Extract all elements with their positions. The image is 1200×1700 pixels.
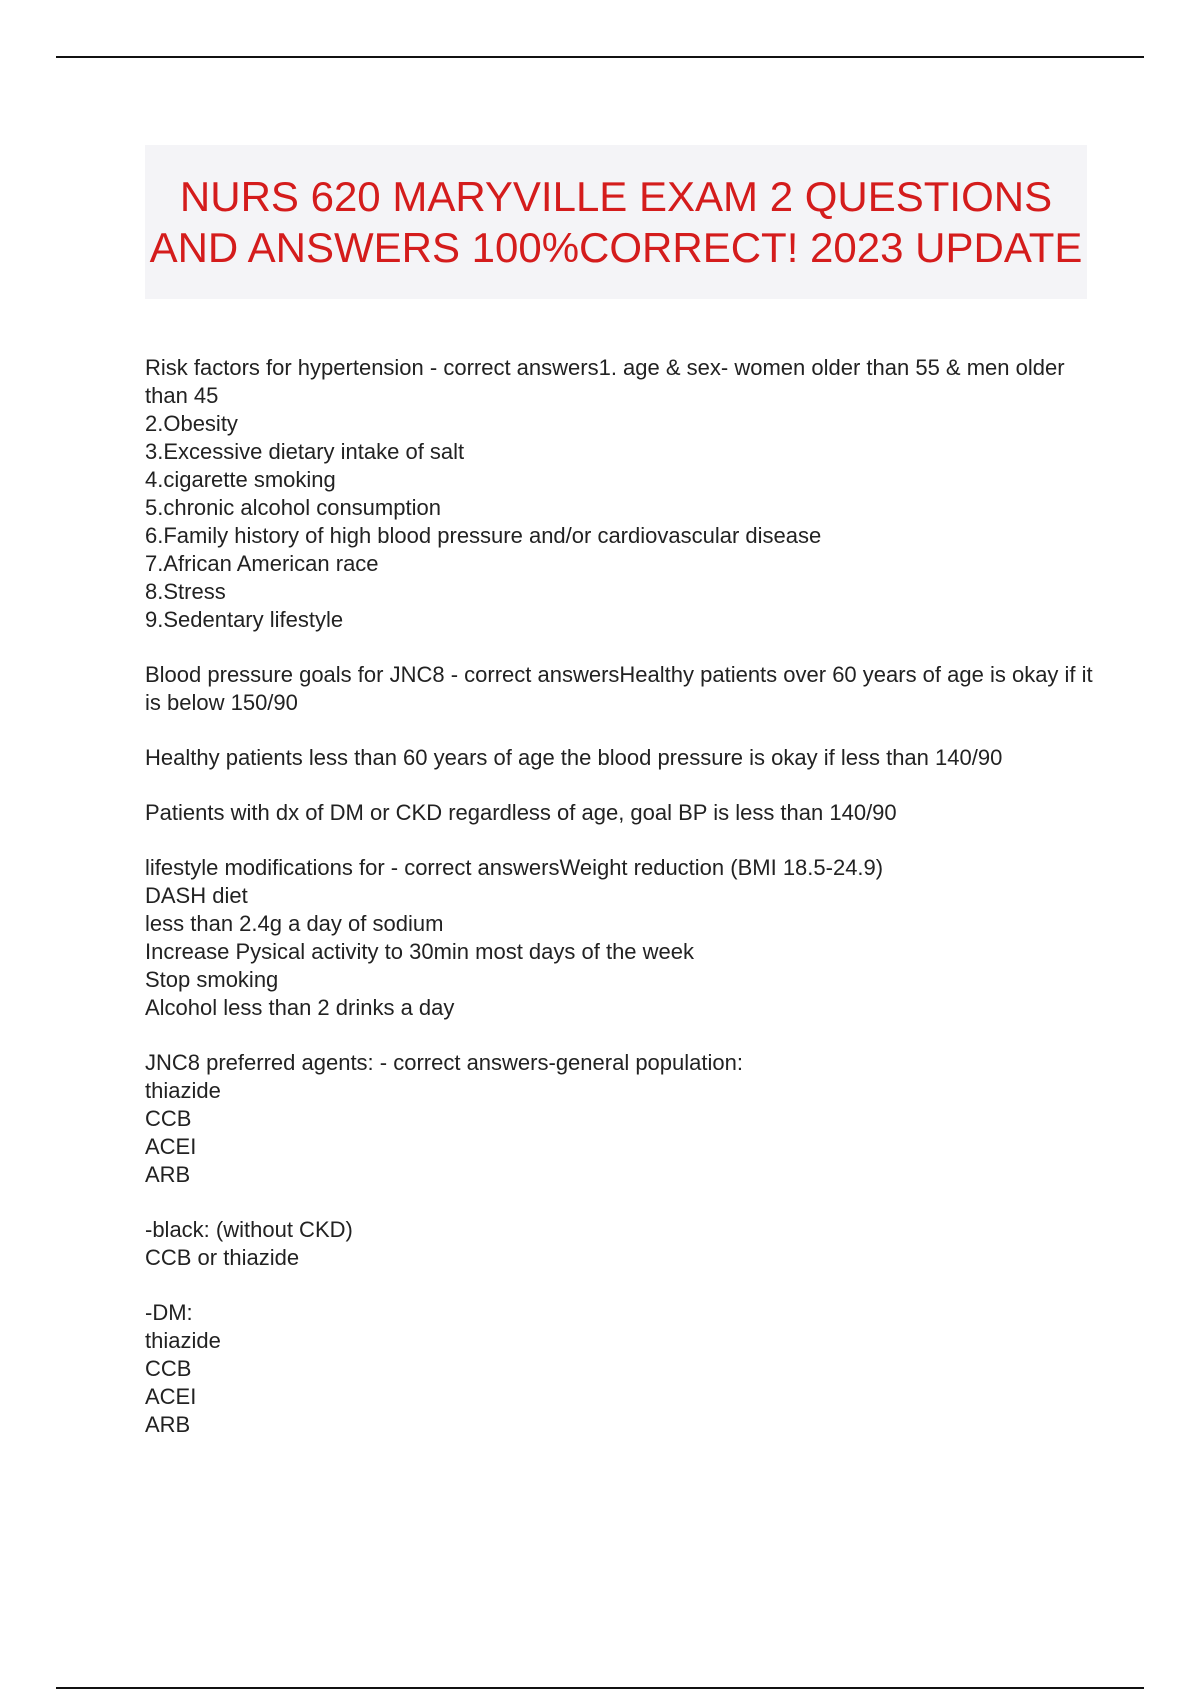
answer-line: thiazide (145, 1078, 221, 1103)
answer-line: -black: (without CKD) (145, 1217, 353, 1242)
answer-line: 8.Stress (145, 579, 226, 604)
answer-line: ARB (145, 1412, 191, 1437)
answer-line: Increase Pysical activity to 30min most days of the week (145, 939, 695, 964)
question-line: Blood pressure goals for JNC8 - correct answersHealthy patients over 60 years of age is okay if it is below 150/90 (145, 662, 1093, 715)
answer-line: Alcohol less than 2 drinks a day (145, 995, 455, 1020)
qa-bp-goals (145, 661, 1095, 717)
answer-line: 4.cigarette smoking (145, 467, 336, 492)
question-line: Risk factors for hypertension - correct answers1. age & sex- women older than 55 & men older than 45 (145, 355, 1065, 408)
answer-line: Patients with dx of DM or CKD regardless of age, goal BP is less than 140/90 (145, 800, 897, 825)
answer-line: CCB or thiazide (145, 1245, 300, 1270)
paragraph-dm-ckd (145, 799, 1095, 827)
qa-lifestyle (145, 854, 1095, 1022)
answer-line: less than 2.4g a day of sodium (145, 911, 444, 936)
paragraph-dm-population (145, 1299, 1095, 1439)
bottom-rule (56, 1687, 1144, 1689)
answer-line: DASH diet (145, 883, 248, 908)
answer-line: -DM: (145, 1300, 193, 1325)
title-banner (145, 145, 1087, 299)
paragraph-black-population (145, 1216, 1095, 1272)
answer-line: 6.Family history of high blood pressure and/or cardiovascular disease (145, 523, 822, 548)
answer-line: ACEI (145, 1134, 197, 1159)
answer-line: CCB (145, 1106, 192, 1131)
answer-line: 3.Excessive dietary intake of salt (145, 439, 465, 464)
top-rule (56, 56, 1144, 58)
answer-line: 2.Obesity (145, 411, 238, 436)
question-line: JNC8 preferred agents: - correct answers-general population: (145, 1050, 743, 1075)
answer-line: ACEI (145, 1384, 197, 1409)
document-body (145, 354, 1095, 1466)
answer-line: Stop smoking (145, 967, 279, 992)
document-title: NURS 620 MARYVILLE EXAM 2 QUESTIONS AND ANSWERS 100%CORRECT! 2023 UPDATE (149, 173, 1083, 271)
answer-line: ARB (145, 1162, 191, 1187)
answer-line: Healthy patients less than 60 years of age the blood pressure is okay if less than 140/90 (145, 745, 1003, 770)
answer-line: CCB (145, 1356, 192, 1381)
answer-line: thiazide (145, 1328, 221, 1353)
answer-line: 5.chronic alcohol consumption (145, 495, 441, 520)
answer-line: 7.African American race (145, 551, 379, 576)
question-line: lifestyle modifications for - correct answersWeight reduction (BMI 18.5-24.9) (145, 855, 884, 880)
qa-jnc8-agents (145, 1049, 1095, 1189)
paragraph-under-60 (145, 744, 1095, 772)
qa-risk-factors (145, 354, 1095, 634)
answer-line: 9.Sedentary lifestyle (145, 607, 344, 632)
